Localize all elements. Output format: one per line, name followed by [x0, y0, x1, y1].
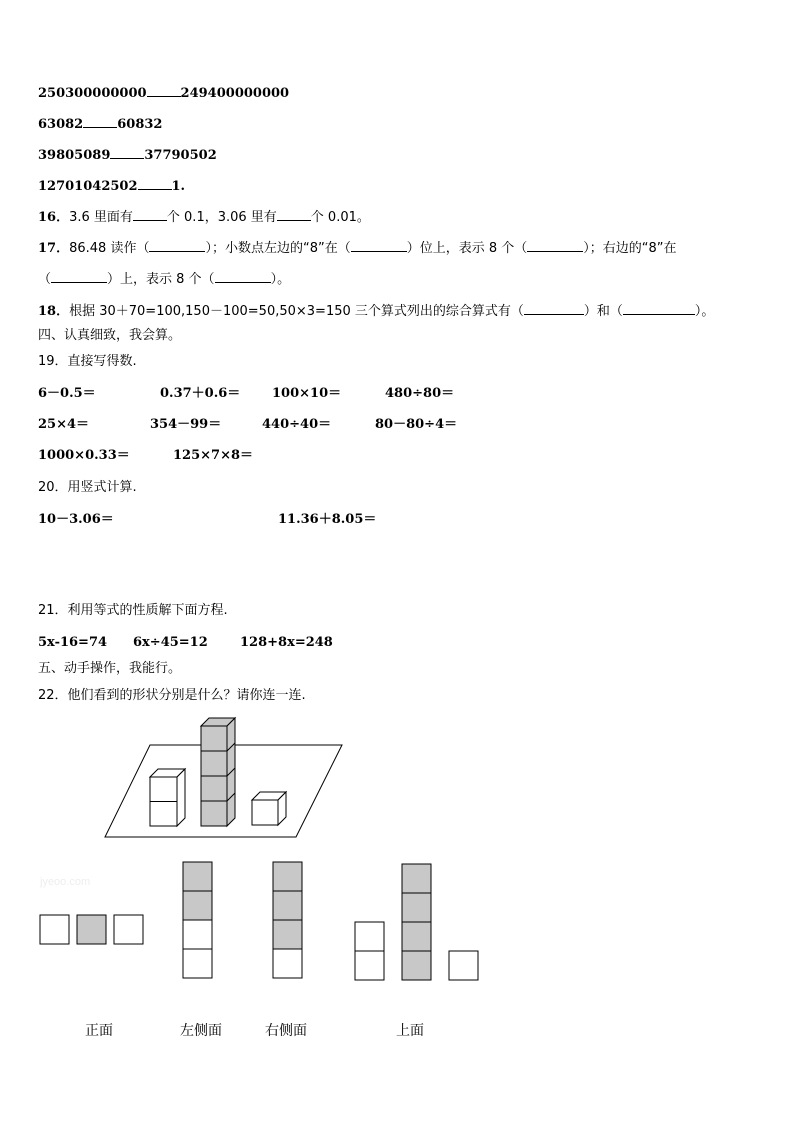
question-text: ）位上，表示 8 个（ [406, 241, 528, 256]
section-4-heading: 四、认真细致，我会算。 [38, 328, 182, 343]
view-shape-4[interactable] [355, 864, 478, 980]
equation-item: 5x-16=74 [38, 635, 108, 650]
compare-left: 39805089 [38, 148, 111, 163]
view-label-front[interactable]: 正面 [85, 1023, 113, 1039]
calc-item: 80－80÷4＝ [375, 417, 458, 432]
compare-right: 60832 [117, 117, 163, 132]
question-number: 18． [38, 304, 70, 319]
calc-item: 125×7×8＝ [173, 448, 254, 463]
question-text: ）和（ [583, 304, 623, 319]
calc-item: 100×10＝ [272, 386, 342, 401]
question-text: ）。 [694, 304, 715, 319]
calc-item: 25×4＝ [38, 417, 90, 432]
question-text: 个 0.01。 [310, 210, 370, 225]
vertical-calc-item: 11.36＋8.05＝ [278, 512, 377, 527]
section-5-heading: 五、动手操作，我能行。 [38, 661, 182, 676]
period: . [180, 179, 186, 194]
compare-right: 1 [171, 179, 181, 194]
question-text: 3.6 里面有 [69, 210, 133, 225]
question-22-title: 22．他们看到的形状分别是什么？请你连一连. [38, 688, 306, 703]
view-shape-1[interactable] [40, 915, 143, 944]
single-cube [252, 792, 286, 825]
view-label-left[interactable]: 左侧面 [180, 1023, 222, 1039]
view-label-top[interactable]: 上面 [396, 1023, 424, 1039]
question-text: 86.48 读作（ [69, 241, 150, 256]
calc-item: 480÷80＝ [385, 386, 455, 401]
equation-item: 128+8x=248 [240, 635, 333, 650]
view-shape-2[interactable] [183, 862, 212, 978]
compare-right: 37790502 [144, 148, 217, 163]
question-text: ）上，表示 8 个（ [107, 272, 215, 287]
vertical-calc-item: 10－3.06＝ [38, 512, 114, 527]
tall-cube-stack [201, 718, 235, 826]
question-19-title: 19．直接写得数. [38, 354, 137, 369]
calc-item: 1000×0.33＝ [38, 448, 130, 463]
question-text: （ [38, 272, 52, 287]
compare-left: 250300000000 [38, 86, 147, 101]
calc-item: 354－99＝ [150, 417, 222, 432]
question-text: 根据 30＋70=100,150－100=50,50×3=150 三个算式列出的综合算式有（ [69, 304, 524, 319]
view-label-right[interactable]: 右侧面 [265, 1023, 307, 1039]
question-20-title: 20．用竖式计算. [38, 480, 137, 495]
compare-left: 63082 [38, 117, 84, 132]
compare-right: 249400000000 [180, 86, 290, 101]
question-21-title: 21．利用等式的性质解下面方程. [38, 603, 228, 618]
question-text: ）。 [270, 272, 291, 287]
watermark: jyeoo.com [40, 876, 91, 888]
calc-item: 440÷40＝ [262, 417, 332, 432]
calc-item: 0.37＋0.6＝ [160, 386, 241, 401]
question-text: ）；小数点左边的“8”在（ [205, 241, 351, 256]
question-number: 17． [38, 241, 70, 256]
compare-left: 12701042502 [38, 179, 138, 194]
left-cube-stack [150, 769, 185, 826]
question-number: 16． [38, 210, 70, 225]
view-shape-3[interactable] [273, 862, 302, 978]
equation-item: 6x÷45=12 [133, 635, 208, 650]
question-text: ）；右边的“8”在 [583, 241, 677, 256]
question-text: 个 0.1，3.06 里有 [166, 210, 277, 225]
calc-item: 6－0.5＝ [38, 386, 96, 401]
